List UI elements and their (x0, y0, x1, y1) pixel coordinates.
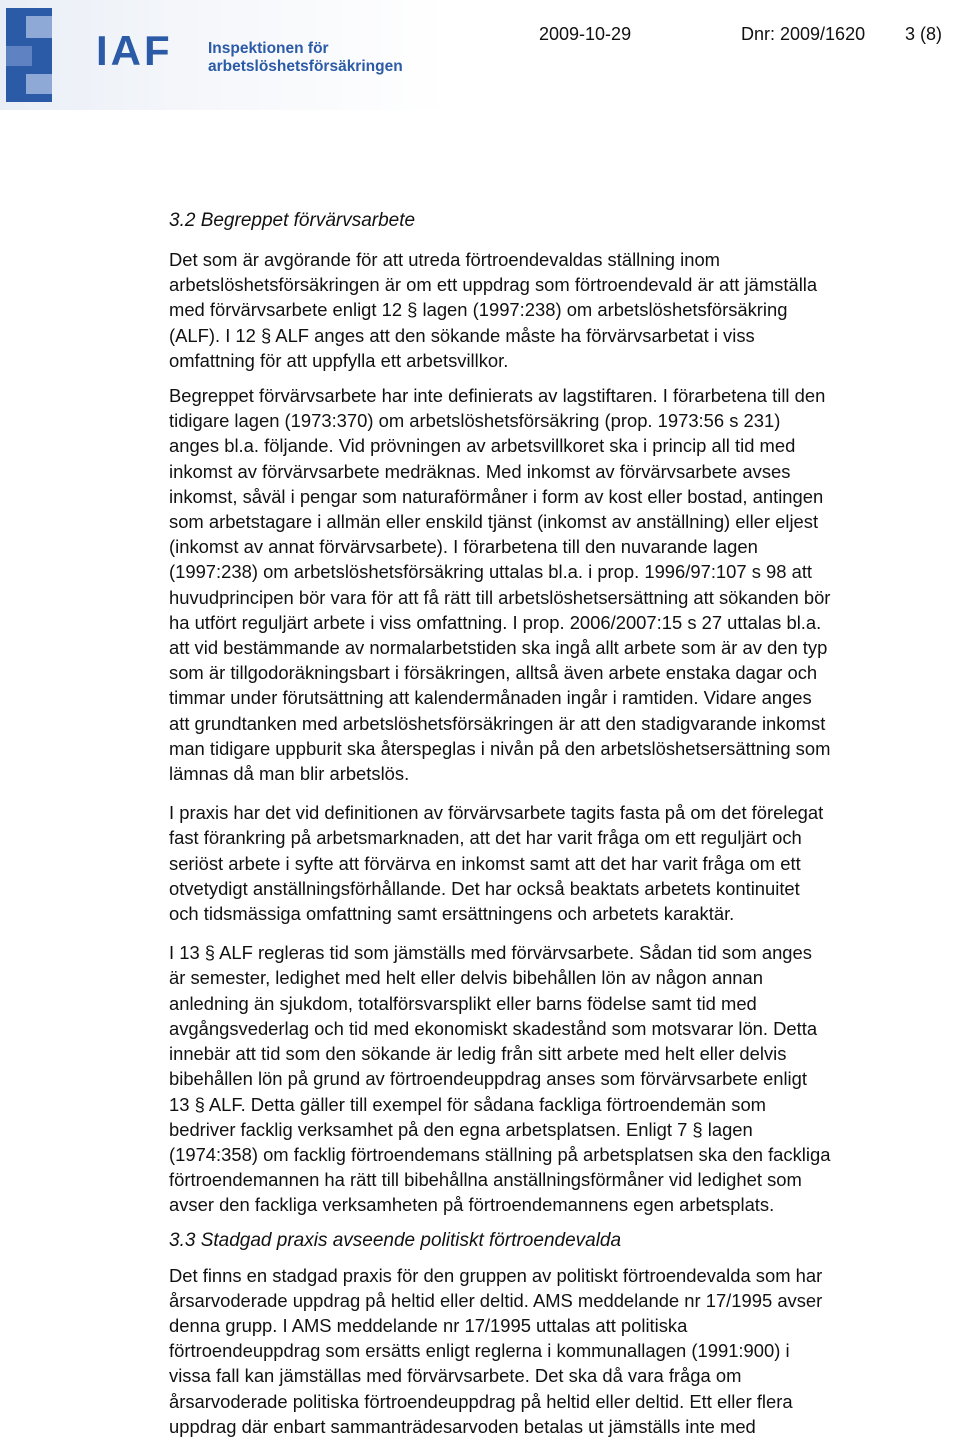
text-line: avgångsvederlag och tid med ekonomiskt skadestånd som motsvarar lön. Detta (169, 1017, 818, 1039)
text-line: fast förankring på arbetsmarknaden, att det har varit fråga om ett reguljärt och (169, 827, 802, 849)
section-3-2-paragraph-1 (169, 247, 959, 373)
text-line: timmar under förutsättning att kalendermånaden ingår i ramtiden. Vidare anges (169, 687, 812, 709)
section-3-3-title: 3.3 Stadgad praxis avseende politiskt förtroendevalda (169, 1229, 622, 1251)
logo-line-1: Inspektionen för (208, 40, 329, 57)
text-line: ha utfört reguljärt arbete i viss omfattning. I prop. 2006/2007:15 s 27 uttalas bl.a. (169, 611, 822, 633)
text-line: 13 § ALF. Detta gäller till exempel för sådana fackliga förtroendemän som (169, 1093, 766, 1115)
text-line: seriöst arbete i syfte att förvärva en inkomst samt att det har varit fråga om ett (169, 852, 801, 874)
text-line: bibehållen lön på grund av förtroendeuppdrag anses som förvärvsarbete enligt (169, 1068, 807, 1090)
text-line: vissa fall kan jämställas med förvärvsarbete. Det ska då vara fråga om (169, 1365, 742, 1387)
text-line: att grundtanken med arbetslöshetsförsäkringen är att den stadigvarande inkomst (169, 712, 826, 734)
text-line: Begreppet förvärvsarbete har inte definierats av lagstiftaren. I förarbetena till den (169, 385, 826, 407)
text-line: avser den fackliga verksamheten på förtroendemannens egen arbetsplats. (169, 1194, 775, 1216)
logo-text (208, 40, 403, 76)
header-dnr: Dnr: 2009/1620 (741, 24, 866, 44)
text-line: som är tillgodoräkningsbart i försäkringen, alltså även arbete enstaka dagar och (169, 662, 818, 684)
text-line: man tidigare uppburit ska återspeglas i nivån på den arbetslöshetsersättning som (169, 737, 831, 759)
header-date: 2009-10-29 (539, 24, 632, 44)
text-line: uppdrag där enbart sammanträdesarvoden betalas ut jämställs inte med (169, 1415, 756, 1437)
text-line: förtroendemannen ha rätt till bibehållna anställningsförmåner vid ledighet som (169, 1169, 802, 1191)
text-line: årsarvoderade uppdrag på heltid eller deltid. AMS meddelande nr 17/1995 avser (169, 1289, 823, 1311)
text-line: denna grupp. I AMS meddelande nr 17/1995 uttalas att politiska (169, 1314, 688, 1336)
logo-letters: IAF (96, 27, 173, 74)
text-line: (ALF). I 12 § ALF anges att den sökande måste ha förvärvsarbetat i viss (169, 324, 755, 346)
text-line: med förvärvsarbete enligt 12 § lagen (1997:238) om arbetslöshetsförsäkring (169, 299, 788, 321)
text-line: tidigare lagen (1973:370) om arbetslöshetsförsäkring (prop. 1973:56 s 231) (169, 410, 781, 432)
section-3-2-paragraph-4 (169, 940, 959, 1217)
section-3-2-paragraph-3 (169, 800, 959, 926)
text-line: otvetydigt anställningsförhållande. Det har också beaktats arbetets kontinuitet (169, 877, 800, 899)
document-body (169, 208, 959, 1439)
text-line: lämnas då man blir arbetslös. (169, 763, 410, 785)
text-line: (1997:238) om arbetslöshetsförsäkring uttalas bl.a. i prop. 1996/97:107 s 98 att (169, 561, 813, 583)
text-line: årsarvoderade politiska förtroendeuppdrag på heltid eller deltid. Ett eller flera (169, 1390, 793, 1412)
text-line: innebär att tid som den sökande är ledig från sitt arbete med helt eller delvis (169, 1043, 787, 1065)
text-line: är semester, ledighet med helt eller delvis bibehållen lön av någon annan (169, 967, 763, 989)
text-line: arbetslöshetsförsäkringen är om ett uppdrag som förtroendevald är att jämställa (169, 274, 818, 296)
text-line: inkomst av förvärvsarbete medräknas. Med inkomst av förvärvsarbete avses (169, 460, 791, 482)
text-line: som arbetstagare i allmän eller enskild tjänst (inkomst av anställning) eller eljest (169, 511, 819, 533)
text-line: I praxis har det vid definitionen av förvärvsarbete tagits fasta på om det förelegat (169, 802, 824, 824)
text-line: bedriver facklig verksamhet på den egna arbetsplatsen. Enligt 7 § lagen (169, 1118, 753, 1140)
logo-line-2: arbetslöshetsförsäkringen (208, 58, 403, 75)
section-3-2-title: 3.2 Begreppet förvärvsarbete (169, 210, 416, 231)
text-line: I 13 § ALF regleras tid som jämställs med förvärvsarbete. Sådan tid som anges (169, 942, 812, 964)
section-3-2-paragraph-2 (169, 383, 959, 786)
text-line: Det finns en stadgad praxis för den gruppen av politiskt förtroendevalda som har (169, 1264, 823, 1286)
text-line: anges bl.a. följande. Vid prövningen av arbetsvillkoret ska i princip all tid med (169, 435, 796, 457)
text-line: förtroendeuppdrag som ersätts enligt reglerna i kommunallagen (1991:900) i (169, 1340, 790, 1362)
text-line: (inkomst av annat förvärvsarbete). I förarbetena till den nuvarande lagen (169, 536, 758, 558)
text-line: att vid bestämmande av normalarbetstiden ska ingå allt arbete som är av den typ (169, 637, 828, 659)
page-header (0, 0, 960, 110)
section-3-3-paragraph-1 (169, 1263, 959, 1439)
text-line: (1974:358) om facklig förtroendemans ställning på arbetsplatsen ska den fackliga (169, 1143, 831, 1165)
text-line: omfattning för att uppfylla ett arbetsvillkor. (169, 349, 509, 371)
text-line: anledning än sjukdom, totalförsvarsplikt eller barns födelse samt tid med (169, 992, 757, 1014)
iaf-logo-mark-icon (6, 8, 52, 102)
text-line: inkomst, såväl i pengar som naturaförmåner i form av kost eller bostad, antingen (169, 485, 824, 507)
header-page-number: 3 (8) (905, 24, 943, 44)
text-line: och tidsmässiga omfattning samt ersättningens och arbetets karaktär. (169, 903, 735, 925)
text-line: huvudprincipen bör vara för att få rätt till arbetslöshetsersättning att sökanden bör (169, 586, 831, 608)
text-line: Det som är avgörande för att utreda förtroendevaldas ställning inom (169, 249, 721, 270)
